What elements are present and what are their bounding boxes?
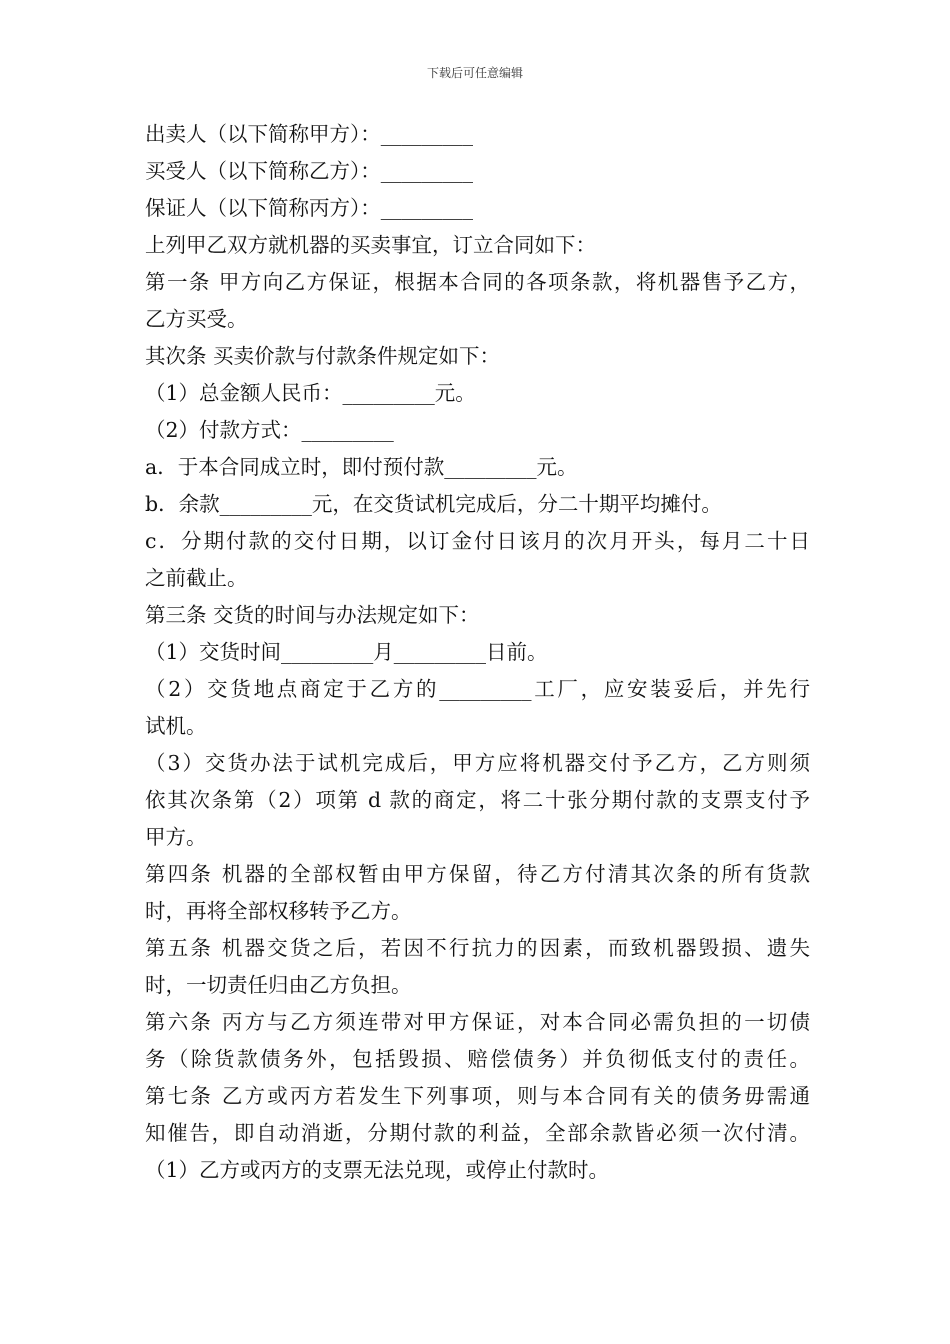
contract-line: 第三条 交货的时间与办法规定如下： [145,603,480,627]
contract-line: 第一条 甲方向乙方保证，根据本合同的各项条款，将机器售予乙方， [145,270,810,294]
contract-line: 之前截止。 [145,566,248,590]
contract-line: 上列甲乙双方就机器的买卖事宜，订立合同如下： [145,233,596,257]
contract-line: b．余款_________元，在交货试机完成后，分二十期平均摊付。 [145,492,722,516]
contract-line: 买受人（以下简称乙方）：_________ [145,159,473,183]
contract-line: 其次条 买卖价款与付款条件规定如下： [145,344,501,368]
contract-line: 甲方。 [145,825,207,849]
contract-line: 第四条 机器的全部权暂由甲方保留，待乙方付清其次条的所有货款 [145,862,810,886]
page-header: 下载后可任意编辑 [426,66,523,80]
contract-line: 第七条 乙方或丙方若发生下列事项，则与本合同有关的债务毋需通 [145,1084,810,1108]
contract-line: 第六条 丙方与乙方须连带对甲方保证，对本合同必需负担的一切债 [145,1010,810,1034]
contract-line: （3）交货办法于试机完成后，甲方应将机器交付予乙方，乙方则须 [145,751,810,775]
contract-body [145,116,810,1189]
contract-line: 乙方买受。 [145,307,248,331]
contract-line: 保证人（以下简称丙方）：_________ [145,196,473,220]
contract-line: （1）乙方或丙方的支票无法兑现，或停止付款时。 [145,1158,610,1182]
contract-line: 时，再将全部权移转予乙方。 [145,899,412,923]
contract-line: c．分期付款的交付日期，以订金付日该月的次月开头，每月二十日 [145,529,810,553]
contract-line: 知催告，即自动消逝，分期付款的利益，全部余款皆必须一次付清。 [145,1121,810,1145]
contract-line: （1）交货时间_________月_________日前。 [145,640,548,664]
contract-line: a．于本合同成立时，即付预付款_________元。 [145,455,578,479]
contract-line: 试机。 [145,714,207,738]
contract-line: 务（除货款债务外，包括毁损、赔偿债务）并负彻低支付的责任。 [145,1047,810,1071]
contract-line: （2）付款方式：_________ [145,418,394,442]
contract-line: 出卖人（以下简称甲方）：_________ [145,122,473,146]
contract-line: 依其次条第（2）项第 d 款的商定，将二十张分期付款的支票支付予 [145,788,810,812]
contract-line: 时，一切责任归由乙方负担。 [145,973,412,997]
contract-line: （1）总金额人民币：_________元。 [145,381,476,405]
contract-line: 第五条 机器交货之后，若因不行抗力的因素，而致机器毁损、遗失 [145,936,810,960]
contract-line: （2）交货地点商定于乙方的_________工厂，应安装妥后，并先行 [145,677,810,701]
